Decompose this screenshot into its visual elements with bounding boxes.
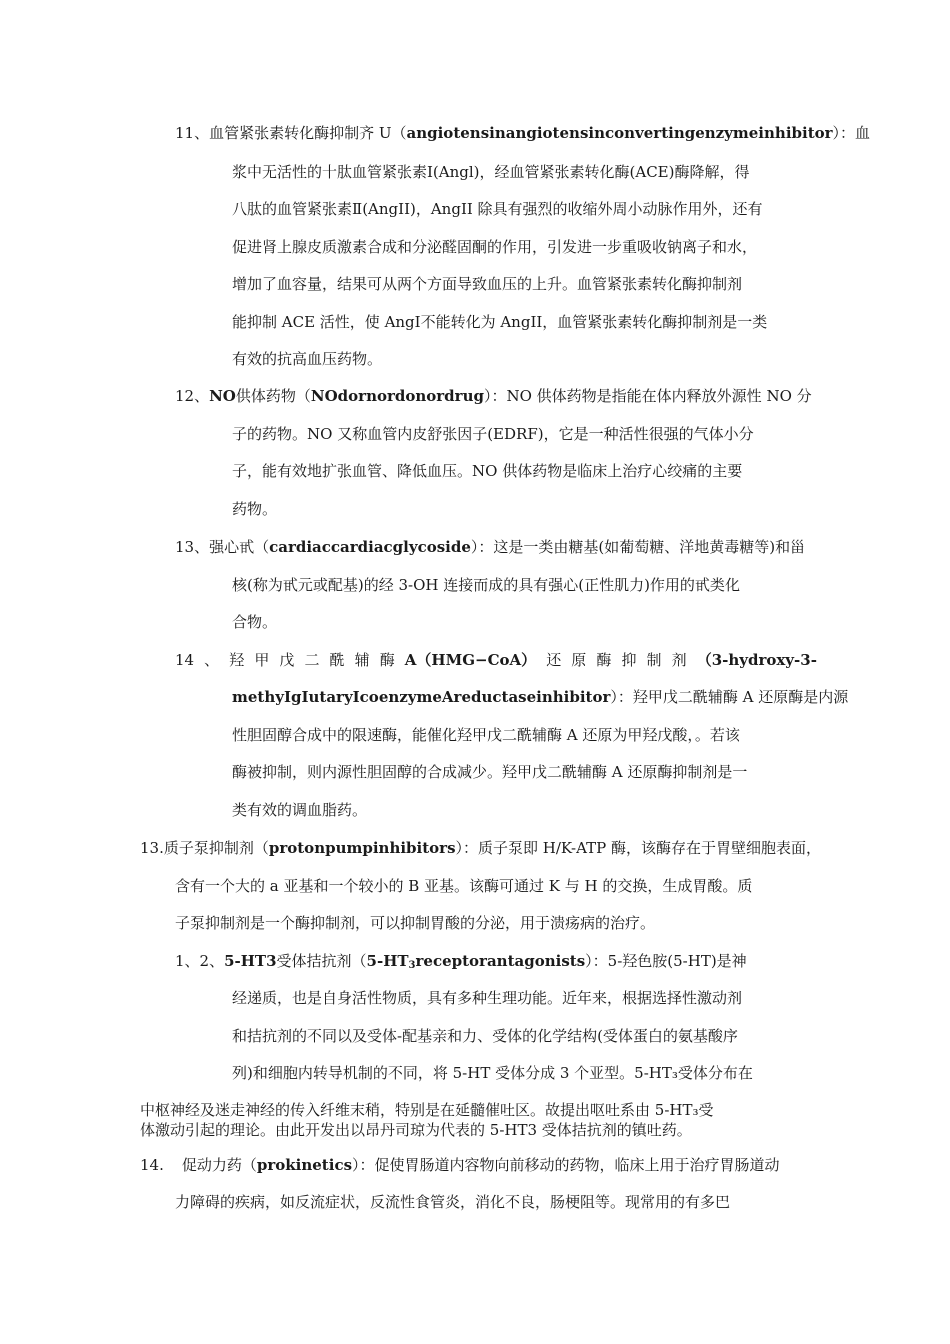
item-12-line: 子的药物。NO 又称血管内皮舒张因子(EDRF)，它是一种活性很强的气体小分: [232, 425, 754, 443]
item-14-line: 性胆固醇合成中的限速酶，能催化羟甲戊二酰辅酶 A 还原为甲羟戊酸，。若该: [232, 726, 740, 744]
sub-12-term-5ht3: 5-HT3: [224, 952, 277, 970]
item-14-token: 辅: [354, 651, 370, 669]
sub-12-term-rest: receptorantagonists: [415, 952, 586, 970]
item-12-line: 药物。: [232, 500, 278, 518]
item-14-line: 类有效的调血脂药。: [232, 801, 368, 819]
section-13-after: ）：质子泵即 H/K-ATP 酶，该酶存在于胃壁细胞表面，: [455, 839, 821, 857]
item-11-line: 有效的抗高血压药物。: [232, 350, 383, 368]
item-12-after: ）：NO 供体药物是指能在体内释放外源性 NO 分: [483, 387, 812, 405]
item-14-token: 还: [546, 651, 562, 669]
item-13-after: ）：这是一类由糖基(如葡萄糖、洋地黄毒糖等)和甾: [470, 538, 806, 556]
sub-12-term: [367, 952, 586, 970]
item-14-token: 戊: [279, 651, 295, 669]
item-11-label: 11、血管紧张素转化酶抑制齐 U（: [175, 124, 407, 142]
item-11-line: 浆中无活性的十肽血管紧张素Ⅰ(Angl)，经血管紧张素转化酶(ACE)酶降解，得: [232, 163, 750, 181]
section-14-label: 14.: [140, 1156, 164, 1174]
item-14-token: 14: [175, 651, 195, 669]
item-11-term: angiotensinangiotensinconvertingenzymeinhibitor: [406, 124, 833, 142]
item-12-term: NOdornordonordrug: [310, 387, 484, 405]
section-14-heading: [140, 1155, 780, 1175]
section-13-heading: [140, 838, 821, 858]
sub-12-term-subscript: 3: [408, 960, 416, 971]
item-12-line: 子，能有效地扩张血管、降低血压。NO 供体药物是临床上治疗心绞痛的主要: [232, 462, 743, 480]
item-11-line: 八肽的血管紧张素Ⅱ(AngII)，AngII 除具有强烈的收缩外周小动脉作用外，还有: [232, 200, 763, 218]
item-14-token: 酶: [379, 651, 395, 669]
section-14-term: prokinetics: [256, 1156, 353, 1174]
item-14-after: ）：羟甲戊二酰辅酶 A 还原酶是内源: [610, 688, 849, 706]
item-12-number: 12、: [175, 387, 210, 405]
sub-12-after: ）：5-羟色胺(5-HT)是神: [585, 952, 747, 970]
sub-12-term-part: 5-HT: [366, 952, 409, 970]
item-14-line: [232, 687, 848, 707]
section-13-line: 子泵抑制剂是一个酶抑制剂，可以抑制胃酸的分泌，用于溃疡病的治疗。: [175, 914, 656, 932]
sub-12-line: 和拮抗剂的不同以及受体-配基亲和力、受体的化学结构(受体蛋白的氨基酸序: [232, 1027, 738, 1045]
item-11-line: 促进肾上腺皮质激素合成和分泌醛固酮的作用，引发进一步重吸收钠离子和水，: [232, 238, 758, 256]
sub-12-line: 经递质，也是自身活性物质，具有多种生理功能。近年来，根据选择性激动剂: [232, 989, 743, 1007]
section-14-after: ）：促使胃肠道内容物向前移动的药物，临床上用于治疗胃肠道动: [352, 1156, 780, 1174]
section-13-term: protonpumpinhibitors: [268, 839, 456, 857]
item-11-after: ）：血: [832, 124, 871, 142]
sub-12-line: 列)和细胞内转导机制的不同，将 5-HT 受体分成 3 个亚型。5-HT₃受体分布在: [232, 1064, 753, 1082]
item-14-token: 酰: [329, 651, 345, 669]
sub-12-number: 1、2、: [175, 952, 225, 970]
item-14-token: 原: [571, 651, 587, 669]
item-14-token: 羟: [229, 651, 245, 669]
item-14-heading: [175, 650, 817, 670]
sub-12-heading: [175, 951, 747, 976]
item-13-line: 合物。: [232, 613, 278, 631]
item-14-token: 酶: [596, 651, 612, 669]
item-12-heading: [175, 386, 812, 406]
sub-12-tail-line: 中枢神经及迷走神经的传入纤维末稍，特别是在延髓催吐区。故提出呕吐系由 5-HT₃受: [140, 1101, 714, 1119]
section-13-line: 含有一个大的 a 亚基和一个较小的 B 亚基。该酶可通过 K 与 H 的交换，生成胃酸。质: [175, 877, 753, 895]
item-12-title: 供体药物（: [235, 387, 311, 405]
sub-12-tail-line: 体激动引起的理论。由此开发出以昂丹司琼为代表的 5-HT3 受体拮抗剂的镇吐药。: [140, 1121, 692, 1139]
item-14-token: 剂: [671, 651, 687, 669]
item-14-token: 抑: [621, 651, 637, 669]
item-13-label: 13、强心甙（: [175, 538, 270, 556]
item-13-heading: [175, 537, 805, 557]
item-14-token: 甲: [254, 651, 270, 669]
item-14-token: 二: [304, 651, 320, 669]
section-14-title: 促动力药（: [181, 1156, 257, 1174]
item-14-term: methyIgIutaryIcoenzymeAreductaseinhibitor: [232, 688, 611, 706]
section-14-line: 力障碍的疾病，如反流症状，反流性食管炎，消化不良，肠梗阻等。现常用的有多巴: [175, 1193, 731, 1211]
item-12-term-no: NO: [209, 387, 236, 405]
item-13-line: 核(称为甙元或配基)的经 3-OH 连接而成的具有强心(正性肌力)作用的甙类化: [232, 576, 740, 594]
item-11-heading: [175, 123, 870, 143]
item-14-token: 制: [646, 651, 662, 669]
item-13-term: cardiaccardiacglycoside: [269, 538, 471, 556]
section-13-label: 13.质子泵抑制剂（: [140, 839, 269, 857]
item-14-line: 酶被抑制，则内源性胆固醇的合成减少。羟甲戊二酰辅酶 A 还原酶抑制剂是一: [232, 763, 748, 781]
item-14-token: 、: [204, 651, 220, 669]
item-11-line: 能抑制 ACE 活性，使 AngⅠ不能转化为 AngII，血管紧张素转化酶抑制剂是一类: [232, 313, 768, 331]
item-14-token-bold: （3-hydroxy-3-: [696, 651, 817, 669]
item-14-token-bold: A（HMG−CoA）: [404, 651, 537, 669]
sub-12-title: 受体拮抗剂（: [276, 952, 367, 970]
item-11-line: 增加了血容量，结果可从两个方面导致血压的上升。血管紧张素转化酶抑制剂: [232, 275, 743, 293]
